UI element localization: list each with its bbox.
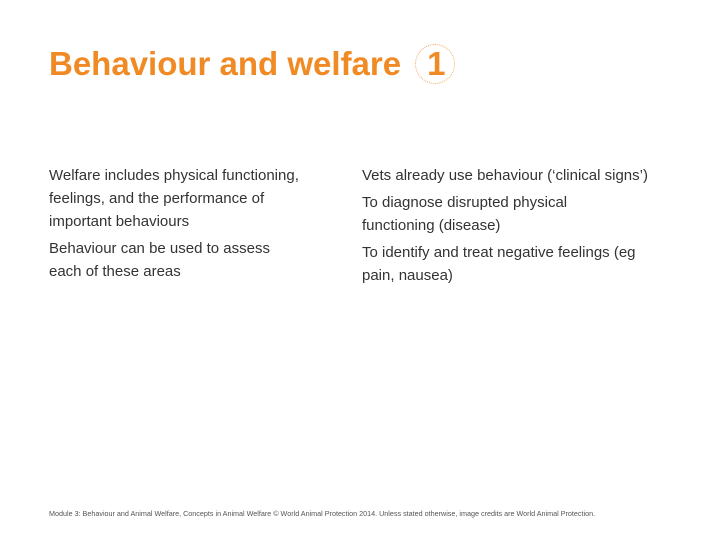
left-paragraph: Behaviour can be used to assess each of these areas: [49, 240, 270, 280]
slide-number-badge: 1: [418, 44, 454, 84]
footer-credit: Module 3: Behaviour and Animal Welfare, Concepts in Animal Welfare © World Animal Protection 2014. Unless stated otherwise, image credits are World Animal Protection.: [49, 509, 596, 518]
right-column: [362, 164, 682, 291]
right-paragraph: To identify and treat negative feelings (eg pain, nausea): [362, 244, 636, 284]
right-paragraph: Vets already use behaviour (‘clinical signs’): [362, 167, 648, 184]
left-paragraph: Welfare includes physical functioning, feelings, and the performance of important behaviours: [49, 167, 299, 230]
slide-title-text: Behaviour and welfare: [49, 45, 402, 82]
right-paragraph: To diagnose disrupted physical functioning (disease): [362, 194, 568, 234]
slide-title: [49, 44, 454, 84]
left-column: [49, 164, 319, 287]
